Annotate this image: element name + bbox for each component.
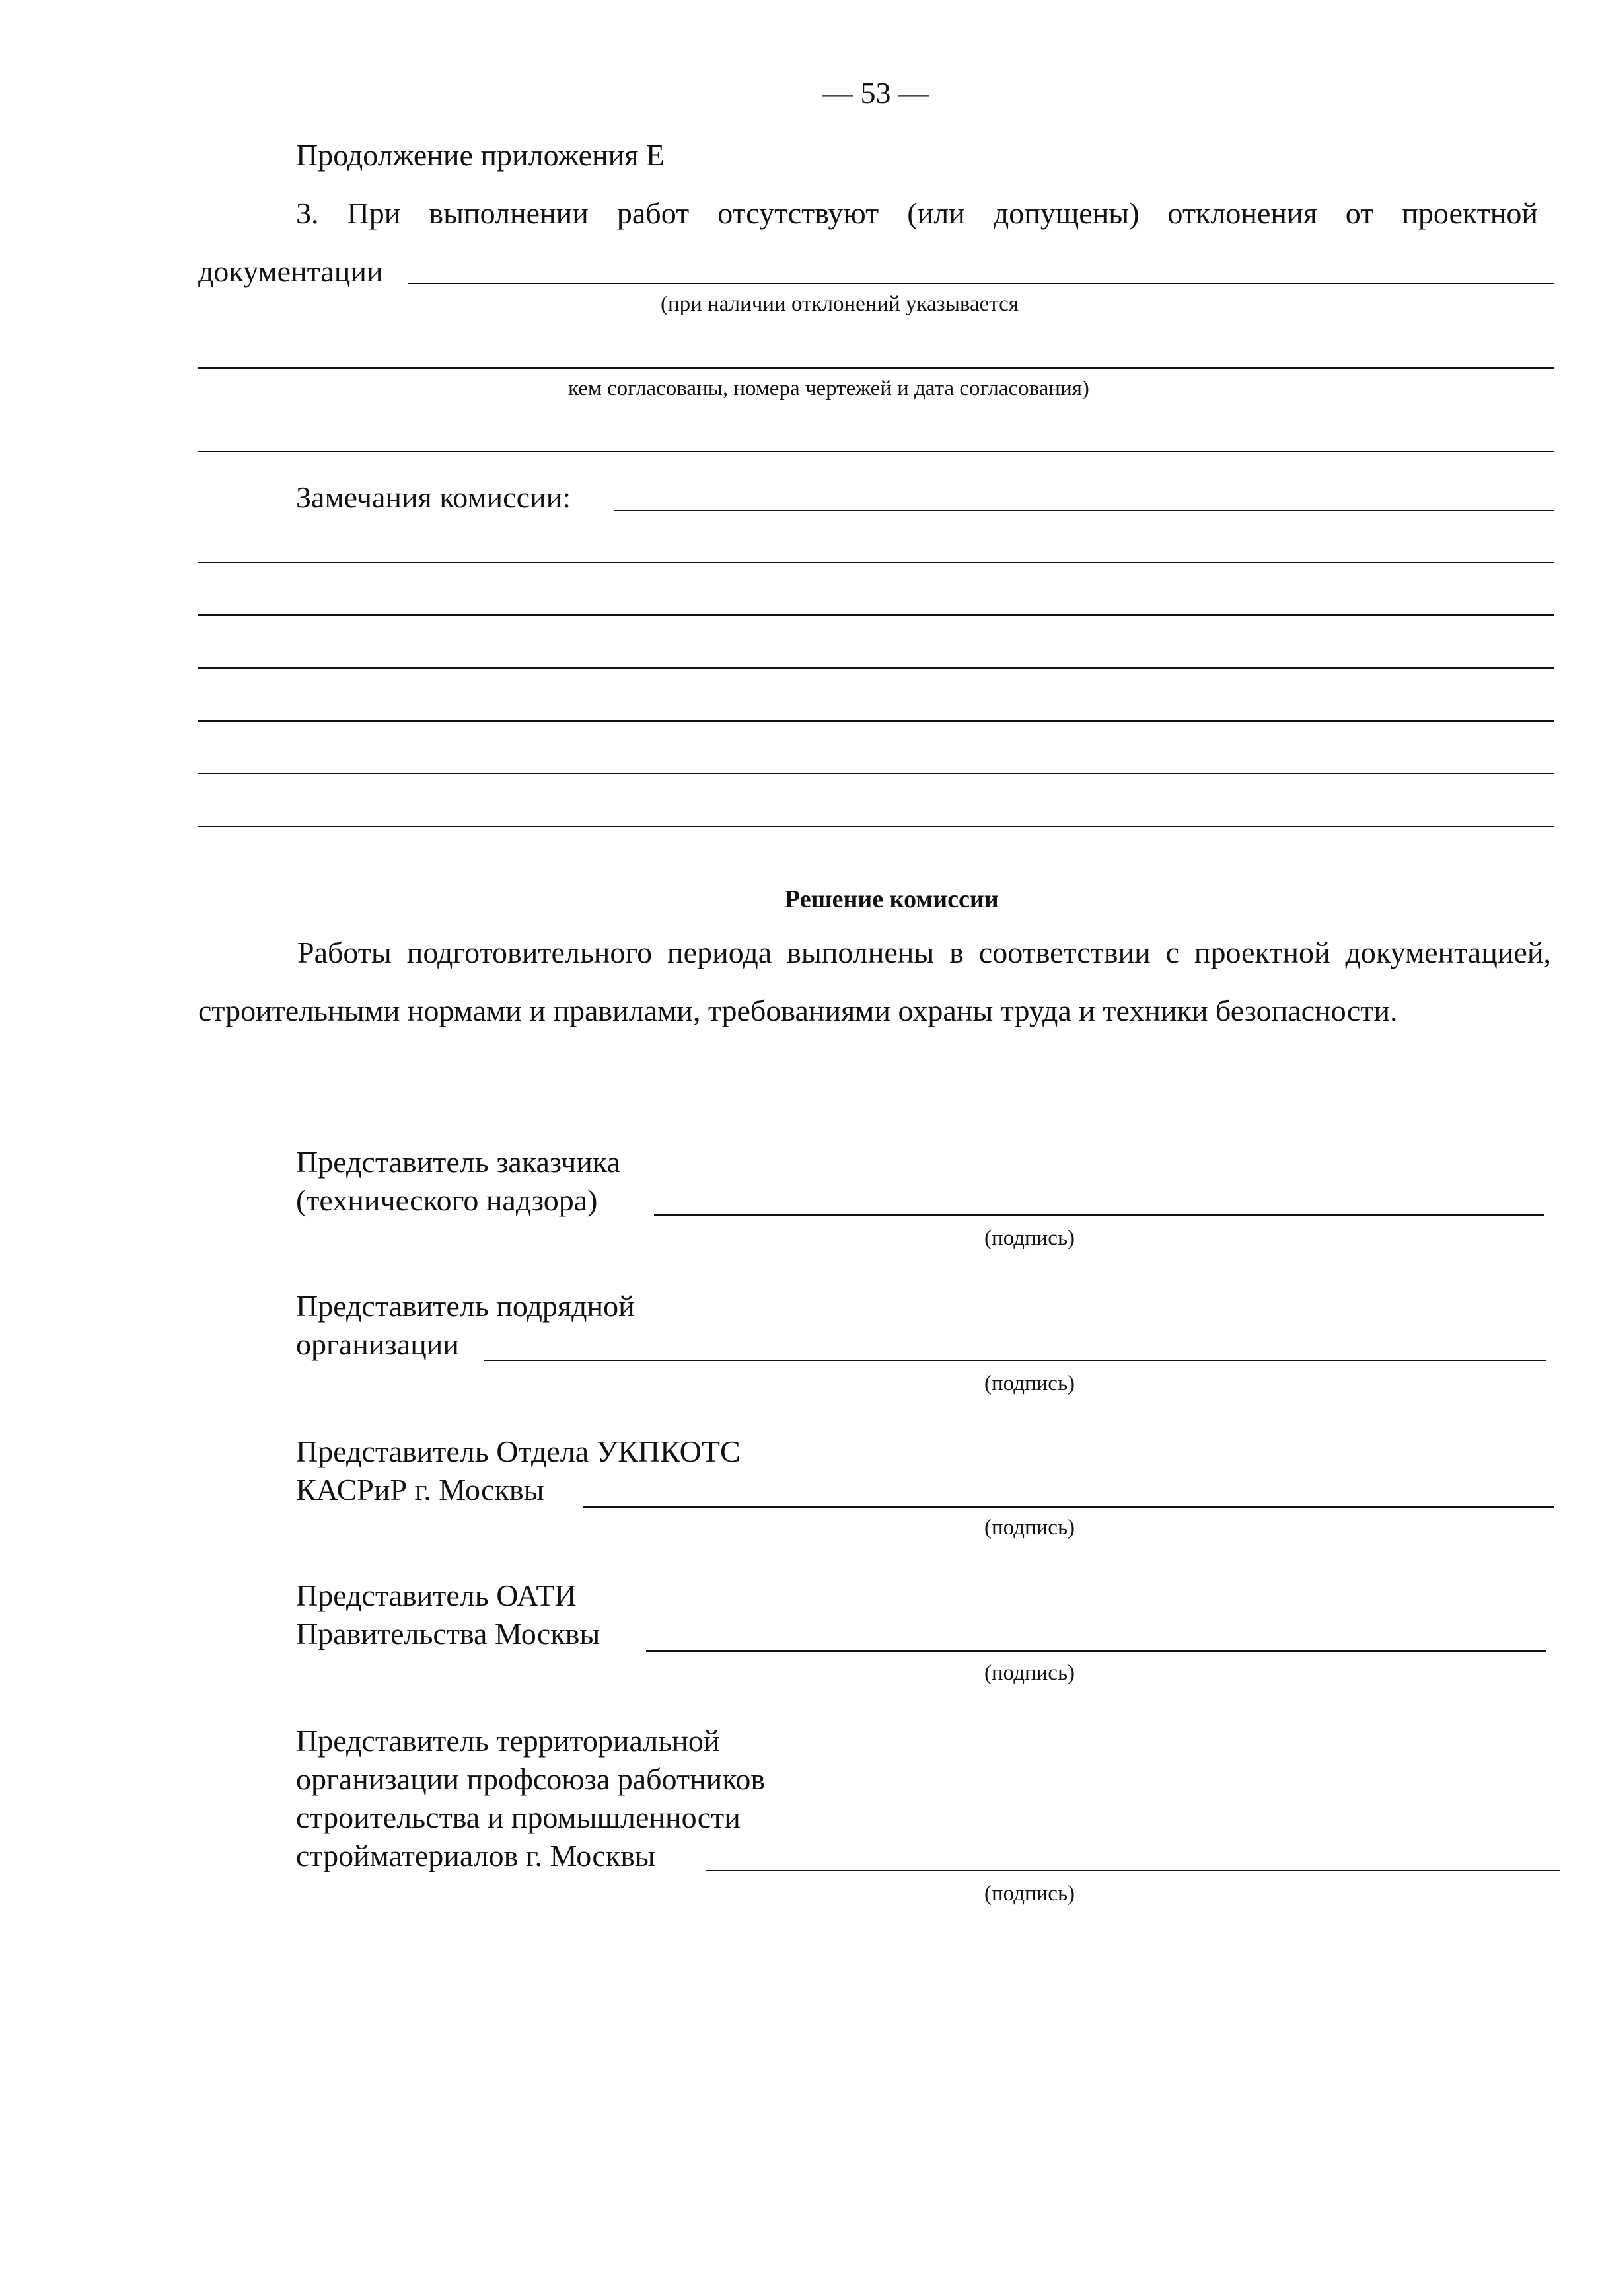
section3-line1: 3. При выполнении работ отсутствуют (или допущены) отклонения от проектной [296,196,1538,230]
remarks-line-6[interactable] [198,773,1554,774]
sig5-signature-line[interactable] [706,1870,1560,1871]
sig3-line1: Представитель Отдела УКПКОТС [296,1434,741,1468]
deviation-line-1[interactable] [408,283,1554,284]
remarks-line-4[interactable] [198,667,1554,669]
remarks-label: Замечания комиссии: [296,480,571,514]
sig5-line4: стройматериалов г. Москвы [296,1839,655,1872]
sig2-caption: (подпись) [984,1372,1075,1395]
sig2-line1: Представитель подрядной [296,1289,635,1323]
sig4-caption: (подпись) [984,1661,1075,1685]
remarks-line-3[interactable] [198,614,1554,616]
sig2-line2: организации [296,1327,459,1361]
sig3-line2: КАСРиР г. Москвы [296,1473,544,1506]
sig3-signature-line[interactable] [583,1506,1554,1508]
sig1-line1: Представитель заказчика [296,1145,620,1179]
sig2-signature-line[interactable] [484,1360,1546,1361]
sig5-caption: (подпись) [984,1882,1075,1906]
sig1-signature-line[interactable] [654,1214,1544,1216]
continuation-title: Продолжение приложения Е [296,138,665,172]
section3-label: документации [198,254,383,288]
deviation-line-3[interactable] [198,451,1554,452]
sig4-line1: Представитель ОАТИ [296,1578,577,1612]
sig3-caption: (подпись) [984,1516,1075,1539]
sig4-signature-line[interactable] [646,1650,1546,1652]
sig1-caption: (подпись) [984,1226,1075,1250]
decision-text: Работы подготовительного периода выполнены в соответствии с проектной документацией, строительными нормами и правилами, требованиями охраны труда и техники безопасности. [198,936,1551,1027]
sig1-line2: (технического надзора) [296,1183,598,1217]
remarks-line-2[interactable] [198,562,1554,563]
sig5-line2: организации профсоюза работников [296,1762,766,1796]
sig4-line2: Правительства Москвы [296,1617,600,1650]
sig5-line1: Представитель территориальной [296,1724,720,1758]
decision-heading: Решение комиссии [785,885,999,913]
sig5-line3: строительства и промышленности [296,1800,741,1834]
deviation-hint-1: (при наличии отклонений указывается [661,292,1019,316]
deviation-hint-2: кем согласованы, номера чертежей и дата согласования) [568,377,1089,400]
remarks-line-1[interactable] [614,510,1554,511]
remarks-line-5[interactable] [198,720,1554,722]
deviation-line-2[interactable] [198,367,1554,369]
remarks-line-7[interactable] [198,826,1554,827]
page-number: — 53 — [822,76,929,110]
